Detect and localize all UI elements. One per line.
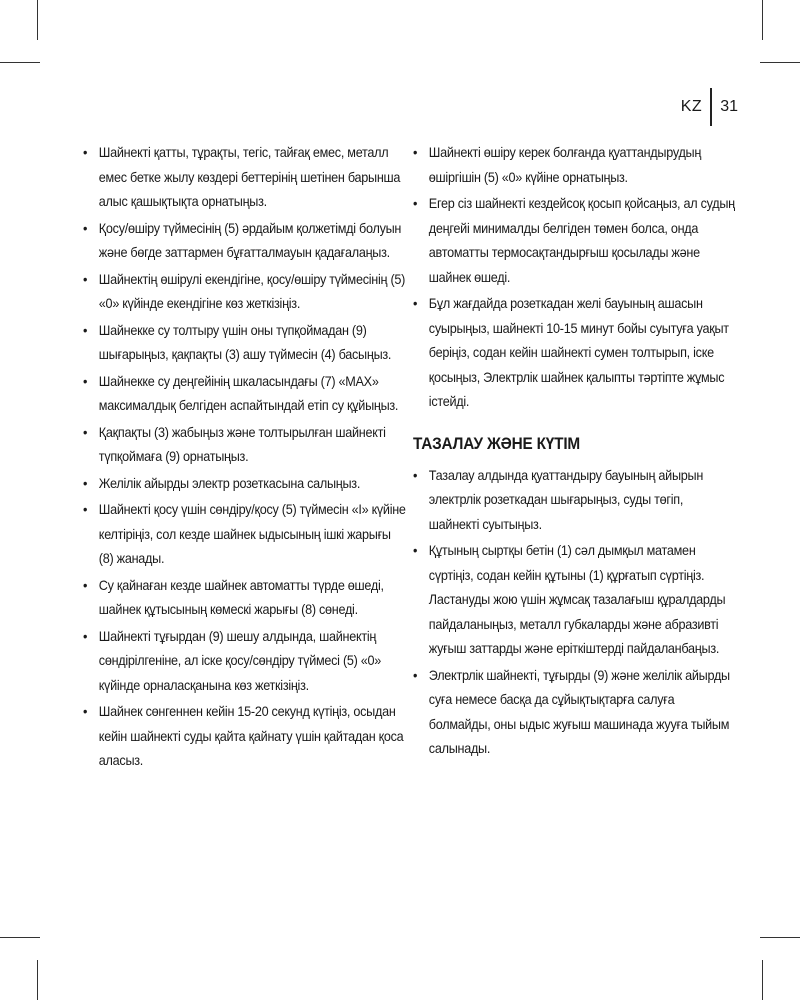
list-item: • Желілік айырды электр розеткасына салыңыз.: [83, 472, 406, 497]
list-item: • Құтының сыртқы бетін (1) сәл дымқыл матамен сүртіңіз, содан кейін құтыны (1) құрғатып сүртіңіз. Ластануды жою үшін жұмсақ тазалағыш құралдарды пайдаланыңыз, металл губкаларды және абразивті жуғыш заттарды және еріткіштерді пайдаланбаңыз.: [413, 539, 736, 662]
list-item: • Шайнекке су толтыру үшін оны түпқоймадан (9) шығарыңыз, қақпақты (3) ашу түймесін (4) басыңыз.: [83, 319, 406, 368]
crop-mark: [760, 62, 800, 63]
list-item: • Қақпақты (3) жабыңыз және толтырылған шайнекті түпқоймаға (9) орнатыңыз.: [83, 421, 406, 470]
crop-mark: [37, 0, 38, 40]
crop-mark: [760, 937, 800, 938]
list-item: • Шайнекті қосу үшін сөндіру/қосу (5) түймесін «I» күйіне келтіріңіз, сол кезде шайнек ыдысының ішкі жарығы (8) жанады.: [83, 498, 406, 572]
left-column: [83, 141, 406, 776]
list-item: • Шайнек сөнгеннен кейін 15-20 секунд күтіңіз, осыдан кейін шайнекті суды қайта қайнату үшін қайтадан қоса аласыз.: [83, 700, 406, 774]
page-header: [681, 88, 738, 126]
list-item: • Егер сіз шайнекті кездейсоқ қосып қойсаңыз, ал судың деңгейі минималды белгіден төмен болса, онда автоматты термосақтандырғыш қосылады және шайнек өшеді.: [413, 192, 736, 290]
list-item: • Тазалау алдында қуаттандыру бауының айырын электрлік розеткадан шығарыңыз, суды төгіп, шайнекті суытыңыз.: [413, 464, 736, 538]
header-divider: [710, 88, 712, 126]
list-item: • Су қайнаған кезде шайнек автоматты түрде өшеді, шайнек құтысының көмескі жарығы (8) сөнеді.: [83, 574, 406, 623]
instruction-list: [413, 141, 735, 415]
list-item: • Шайнекті өшіру керек болғанда қуаттандырудың өшіргішін (5) «0» күйіне орнатыңыз.: [413, 141, 736, 190]
page-number: 31: [720, 98, 738, 115]
list-item: • Қосу/өшіру түймесінің (5) әрдайым қолжетімді болуын және бөгде заттармен бұғатталмауын қадағалаңыз.: [83, 217, 406, 266]
crop-mark: [37, 960, 38, 1000]
section-heading: ТАЗАЛАУ ЖӘНЕ КҮТІМ: [413, 434, 581, 453]
cleaning-list: [413, 464, 730, 762]
list-item: • Электрлік шайнекті, тұғырды (9) және желілік айырды суға немесе басқа да сұйықтықтарға салуға болмайды, оны ыдыс жуғыш машинада жууға тыйым салынады.: [413, 664, 736, 762]
crop-mark: [0, 62, 40, 63]
language-code: KZ: [680, 98, 703, 115]
list-item: • Бұл жағдайда розеткадан желі бауының ашасын суырыңыз, шайнекті 10-15 минут бойы суытуға уақыт беріңіз, содан кейін шайнекті сумен толтырып, іске қосыңыз, Электрлік шайнек қалыпты тәртіпте жұмыс істейді.: [413, 292, 736, 415]
crop-mark: [762, 960, 763, 1000]
crop-mark: [762, 0, 763, 40]
instruction-list: [83, 141, 406, 774]
list-item: • Шайнекке су деңгейінің шкаласындағы (7) «MAX» максималдық белгіден аспайтындай етіп су құйыңыз.: [83, 370, 406, 419]
right-column: [413, 141, 735, 764]
list-item: • Шайнекті қатты, тұрақты, тегіс, тайғақ емес, металл емес бетке жылу көздері беттерінің шетінен барынша алыс қашықтықта орнатыңыз.: [83, 141, 406, 215]
list-item: • Шайнекті тұғырдан (9) шешу алдында, шайнектің сөндірілгеніне, ал іске қосу/сөндіру түймесі (5) «0» күйінде орналасқанына көз жеткізіңіз.: [83, 625, 406, 699]
crop-mark: [0, 937, 40, 938]
list-item: • Шайнектің өшірулі екендігіне, қосу/өшіру түймесінің (5) «0» күйінде екендігіне көз жеткізіңіз.: [83, 268, 406, 317]
